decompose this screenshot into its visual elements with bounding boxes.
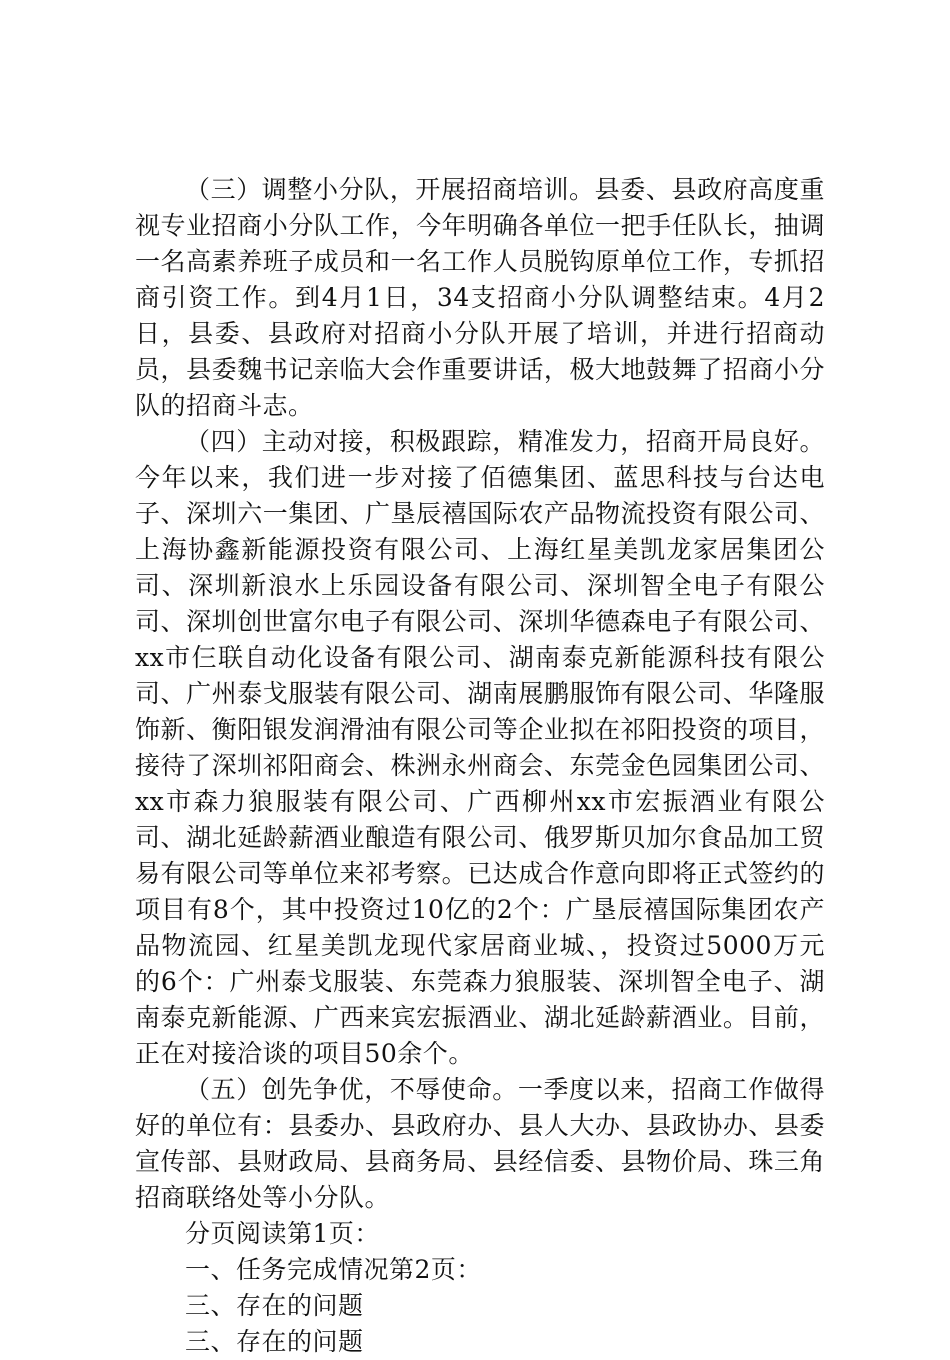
- toc-link-task-completion[interactable]: 一、任务完成情况第2页：: [185, 1255, 482, 1284]
- pagination-line[interactable]: 分页阅读第1页：: [185, 1219, 380, 1248]
- paragraph-training: （三）调整小分队，开展招商培训。县委、县政府高度重视专业招商小分队工作，今年明确各单位一把手任队长，抽调一名高素养班子成员和一名工作人员脱钩原单位工作，专抓招商引资工作。到4月1日，34支招商小分队调整结束。4月2日，县委、县政府对招商小分队开展了培训，并进行招商动员，县委魏书记亲临大会作重要讲话，极大地鼓舞了招商小分队的招商斗志。: [135, 175, 825, 420]
- document-body: [135, 172, 825, 1360]
- paragraph-investment: （四）主动对接，积极跟踪，精准发力，招商开局良好。今年以来，我们进一步对接了佰德集团、蓝思科技与台达电子、深圳六一集团、广垦辰禧国际农产品物流投资有限公司、上海协鑫新能源投资有限公司、上海红星美凯龙家居集团公司、深圳新浪水上乐园设备有限公司、深圳智全电子有限公司、深圳创世富尔电子有限公司、深圳华德森电子有限公司、xx市仨联自动化设备有限公司、湖南泰克新能源科技有限公司、广州泰戈服装有限公司、湖南展鹏服饰有限公司、华隆服饰新、衡阳银发润滑油有限公司等企业拟在祁阳投资的项目，接待了深圳祁阳商会、株洲永州商会、东莞金色园集团公司、xx市森力狼服装有限公司、广西柳州xx市宏振酒业有限公司、湖北延龄薪酒业酿造有限公司、俄罗斯贝加尔食品加工贸易有限公司等单位来祁考察。已达成合作意向即将正式签约的项目有8个，其中投资过10亿的2个：广垦辰禧国际集团农产品物流园、红星美凯龙现代家居商业城、，投资过5000万元的6个：广州泰戈服装、东莞森力狼服装、深圳智全电子、湖南泰克新能源、广西来宾宏振酒业、湖北延龄薪酒业。目前，正在对接洽谈的项目50余个。: [135, 427, 825, 1068]
- toc-link-problems-repeat[interactable]: 三、存在的问题: [185, 1327, 364, 1356]
- toc-link-problems[interactable]: 三、存在的问题: [185, 1291, 364, 1320]
- paragraph-excellence: （五）创先争优，不辱使命。一季度以来，招商工作做得好的单位有：县委办、县政府办、县人大办、县政协办、县委宣传部、县财政局、县商务局、县经信委、县物价局、珠三角招商联络处等小分队。: [135, 1075, 825, 1212]
